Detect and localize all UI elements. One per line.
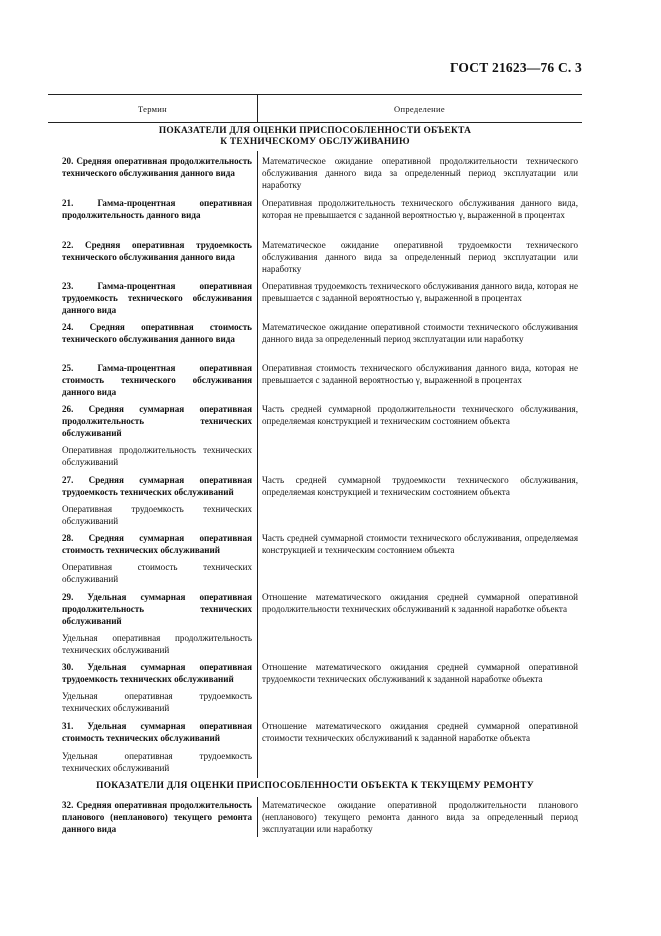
term-28: 28. Средняя суммарная оперативная стоимость технических обслуживаний	[62, 533, 252, 556]
synonym-26: Оперативная продолжительность технических обслуживаний	[62, 445, 252, 468]
section-title-maintenance	[48, 126, 582, 148]
section-title-line: К ТЕХНИЧЕСКОМУ ОБСЛУЖИВАНИЮ	[220, 137, 410, 147]
term-29: 29. Удельная суммарная оперативная продолжительность технических обслуживаний	[62, 592, 252, 627]
definition-22: Математическое ожидание оперативной трудоемкости технического обслуживания данного вида за определенный период эксплуатации или наработку	[262, 240, 578, 275]
term-32: 32. Средняя оперативная продолжительность планового (непланового) текущего ремонта данного вида	[62, 800, 252, 835]
term-20: 20. Средняя оперативная продолжительность технического обслуживания данного вида	[62, 156, 252, 179]
term-27: 27. Средняя суммарная оперативная трудоемкость технических обслуживаний	[62, 475, 252, 498]
column-header-term: Термин	[137, 104, 168, 114]
term-23: 23. Гамма-процентная оперативная трудоемкость технического обслуживания данного вида	[62, 281, 252, 316]
definition-29: Отношение математического ожидания средней суммарной оперативной продолжительности технических обслуживаний к заданной наработке объекта	[262, 592, 578, 615]
table-top-rule	[48, 94, 582, 95]
definition-23: Оперативная трудоемкость технического обслуживания данного вида, которая не превышается с заданной вероятностью γ, выраженной в процентах	[262, 281, 578, 304]
section-title-repair: ПОКАЗАТЕЛИ ДЛЯ ОЦЕНКИ ПРИСПОСОБЛЕННОСТИ ОБЪЕКТА К ТЕКУЩЕМУ РЕМОНТУ	[96, 781, 534, 791]
term-22: 22. Средняя оперативная трудоемкость технического обслуживания данного вида	[62, 240, 252, 263]
table-header-rule	[48, 122, 582, 123]
definition-25: Оперативная стоимость технического обслуживания данного вида, которая не превышается с заданной вероятностью γ, выраженной в процентах	[262, 363, 578, 386]
term-26: 26. Средняя суммарная оперативная продолжительность технических обслуживаний	[62, 404, 252, 439]
term-24: 24. Средняя оперативная стоимость технического обслуживания данного вида	[62, 322, 252, 345]
column-header-definition: Определение	[394, 104, 445, 114]
synonym-28: Оперативная стоимость технических обслуживаний	[62, 562, 252, 585]
definition-30: Отношение математического ожидания средней суммарной оперативной трудоемкости технических обслуживаний к заданной наработке объекта	[262, 662, 578, 685]
section-title-line: ПОКАЗАТЕЛИ ДЛЯ ОЦЕНКИ ПРИСПОСОБЛЕННОСТИ ОБЪЕКТА	[158, 126, 472, 136]
definition-31: Отношение математического ожидания средней суммарной оперативной стоимости технических обслуживаний к заданной наработке объекта	[262, 721, 578, 744]
term-30: 30. Удельная суммарная оперативная трудоемкость технических обслуживаний	[62, 662, 252, 685]
definition-27: Часть средней суммарной трудоемкости технического обслуживания, определяемая конструкцией и техническим состоянием объекта	[262, 475, 578, 498]
definition-28: Часть средней суммарной стоимости технического обслуживания, определяемая конструкцией и техническим состоянием объекта	[262, 533, 578, 556]
term-31: 31. Удельная суммарная оперативная стоимость технических обслуживаний	[62, 721, 252, 744]
term-21: 21. Гамма-процентная оперативная продолжительность данного вида	[62, 198, 252, 221]
definition-32: Математическое ожидание оперативной продолжительности планового (непланового) текущего ремонта данного вида за определенный период эксплуатации или наработку	[262, 800, 578, 835]
synonym-30: Удельная оперативная трудоемкость технических обслуживаний	[62, 691, 252, 714]
synonym-27: Оперативная трудоемкость технических обслуживаний	[62, 504, 252, 527]
column-divider	[257, 797, 258, 837]
definition-24: Математическое ожидание оперативной стоимости технического обслуживания данного вида за определенный период эксплуатации или наработку	[262, 322, 578, 345]
term-25: 25. Гамма-процентная оперативная стоимость технического обслуживания данного вида	[62, 363, 252, 398]
definition-21: Оперативная продолжительность технического обслуживания данного вида, которая не превышается с заданной вероятностью γ, выраженной в процентах	[262, 198, 578, 221]
synonym-31: Удельная оперативная трудоемкость технических обслуживаний	[62, 751, 252, 774]
header-column-divider	[257, 94, 258, 122]
column-divider	[257, 151, 258, 778]
definition-20: Математическое ожидание оперативной продолжительности технического обслуживания данного вида за определенный период эксплуатации или наработку	[262, 156, 578, 191]
synonym-29: Удельная оперативная продолжительность технических обслуживаний	[62, 633, 252, 656]
definition-26: Часть средней суммарной продолжительности технического обслуживания, определяемая конструкцией и техническим состоянием объекта	[262, 404, 578, 427]
document-code: ГОСТ 21623—76 С. 3	[449, 60, 582, 75]
